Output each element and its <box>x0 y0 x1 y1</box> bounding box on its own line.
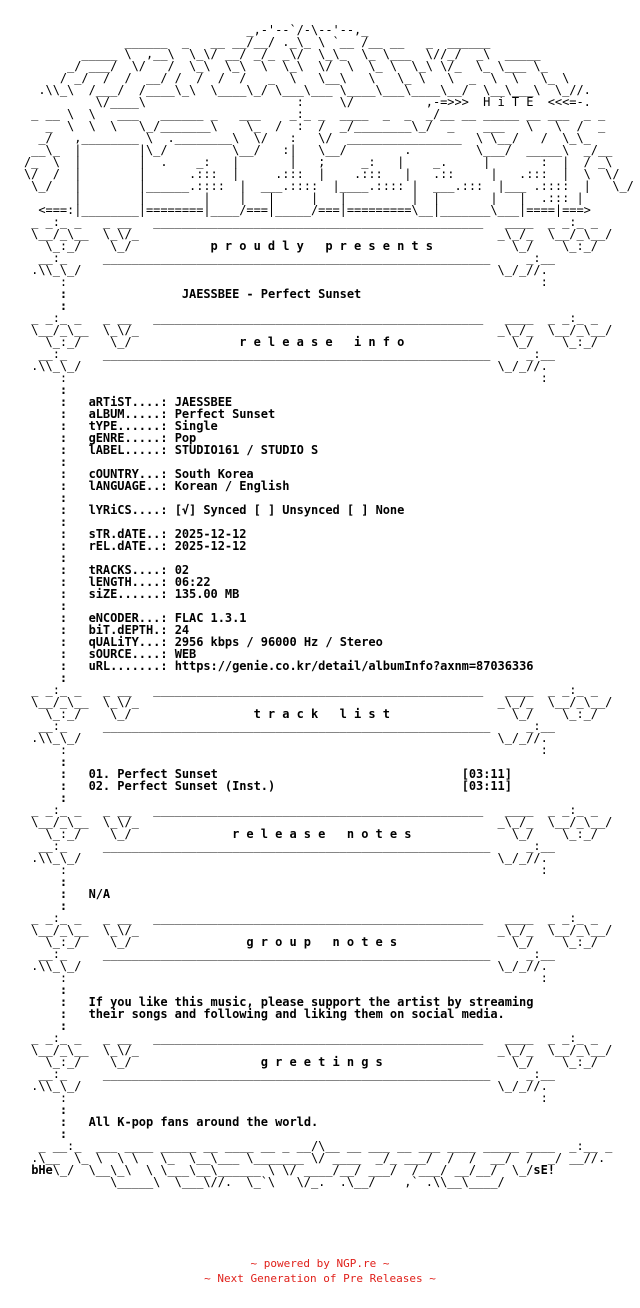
info-value: 24 <box>174 623 190 637</box>
info-key: cOUNTRY...: <box>88 467 168 481</box>
info-key: siZE......: <box>88 587 168 601</box>
section-title-presents: p r o u d l y p r e s e n t s <box>145 239 498 253</box>
group-notes-line: If you like this music, please support the artist by streaming <box>88 995 534 1009</box>
section-divider: _ _:_ _ _ __ ______________________________________________ ____ _ _:_ _ \__/_\__ \_\/_ _\_/_ \__/_\__/ \_:_/ \_/ <box>24 215 613 253</box>
info-key: eNCODER...: <box>88 611 168 625</box>
track-title: Perfect Sunset <box>117 767 218 781</box>
footer-art-bottom: \_____\ \___\//. \_`\ \/_. .\__/ ,` .\\__\____/ <box>110 1175 505 1189</box>
section-title-track-list: t r a c k l i s t <box>145 707 498 721</box>
group-notes-line: their songs and following and liking them on social media. <box>88 1007 505 1021</box>
info-value: FLAC 1.3.1 <box>174 611 247 625</box>
signature-right: sE! <box>533 1163 555 1177</box>
nfo-document: _,-'--`/-\--'--,_ ______ _ __ __/__/ ._\_ \ `__ /__ __ _ ______ _____ \ ,__\ \_\/ __/ _/_ _\/ \_\_ \_ \___ \//_/ _\ _____ _/ ___/ \/ / \_\ \_\ \ \_\ \/ \ \_ \ \_\ \/_ \_ \___ \_ / _/ / / __/ / / / / _ \ \__\ \ \_ \ \ _ \ \ \_ \ .\\_\ /___/ /____\_\ \____\_/ \___\___ \____\___\____\__/ \__\___\ \_//. \/____\ : \/ ,-=>>> H i T E <<<=-. _ __ \ \ ___ ______ _ ___ _:_ _ ____ _ _ _/__ __ _____ __ ___ _ _ _ \ \ \ \_/_______\ \_ / : / _/________\_/ _ ___ \ \ / _ _/ ,________ \ .________\ \/ : \/ ________________ \ \__/ / \_\_ __\_ | |\_/ \__/ :| \__/ . \___/ _____\ _/__ /_ \ | | . _: | | ; _: | _. | : | / _\ \/ / | | .::: | .::: | .::: | .:: | .::: | \ \/ \_/ | |______.:::: | ___.:::: |____.:::: | ___.::: |___ .:::: | \_/ | | | | | | | | | | | .::: | <===:|________|========|____/===|_____/===|=========\__|_______\___|====|===> _ _:_ _ _ __ ______________________________________________ ____ _ _:_ _ \__/_\__ \_\/_ _\_/_ \__/_\__/ \_:_/ \_/ p r o u d l y p r e s e n t s \_/ \_:_/ __:_ ______________________________________________________ _:__ .\\_\_/ \_/_//. : : : JAESSBEE - Perfect Sunset : _ _:_ _ _ __ ______________________________________________ ____ _ _:_ _ \__/_\__ \_\/_ _\_/_ \__/_\__/ \_:_/ \_/ r e l e a s e i n f o \_/ \_:_/ __:_ ______________________________________________________ _:__ .\\_\_/ \_/_//. : : : : aRTiST....: JAESSBEE : aLBUM.....: Perfect Sunset : tYPE......: Single : gENRE.....: Pop : lABEL.....: STUDIO161 / STUDIO S : : cOUNTRY...: South Korea : lANGUAGE..: Korean / English : : lYRiCS....: [√] Synced [ ] Unsynced [ ] None : : sTR.dATE..: 2025-12-12 : rEL.dATE..: 2025-12-12 : : tRACKS....: 02 : lENGTH....: 06:22 : siZE......: 135.00 MB : : eNCODER...: FLAC 1.3.1 : biT.dEPTH.: 24 : qUALiTY...: 2956 kbps / 96000 Hz / Stereo : sOURCE....: WEB : uRL.......: https://genie.co.kr/detail/albumInfo?axnm=87036336 : _ _:_ _ _ __ ______________________________________________ ____ _ _:_ _ \__/_\__ \_\/_ _\_/_ \__/_\__/ \_:_/ \_/ t r a c k l i s t \_/ \_:_/ __:_ ______________________________________________________ _:__ .\\_\_/ \_/_//. : : : : 01. Perfect Sunset [03:11] : 02. Perfect Sunset (Inst.) [03:11] : _ _:_ _ _ __ ______________________________________________ ____ _ _:_ _ \__/_\__ \_\/_ _\_/_ \__/_\__/ \_:_/ \_/ r e l e a s e n o t e s \_/ \_:_/ __:_ ______________________________________________________ _:__ .\\_\_/ \_/_//. : : : : N/A : _ _:_ _ _ __ ______________________________________________ ____ _ _:_ _ \__/_\__ \_\/_ _\_/_ \__/_\__/ \_:_/ \_/ g r o u p n o t e s \_/ \_:_/ __:_ ______________________________________________________ _:__ .\\_\_/ \_/_//. : : : : If you like this music, please support the artist by streaming : their songs and following and liking them on social media. : _ _:_ _ _ __ ______________________________________________ ____ _ _:_ _ \__/_\__ \_\/_ _\_/_ \__/_\__/ \_:_/ \_/ g r e e t i n g s \_/ \_:_/ __:_ ______________________________________________________ _:__ .\\_\_/ \_/_//. : : : : All K-pop fans around the world. : _ __:_ ___ ____ _____ __ ____ __ _ __/\__ __ ___ __ ___ ____ _____ ____ _:__ _ .\__ \_ \ \ \ \_ \__\___ \_______ \/ ____ _/_ ___/ / / __/ / _/ __//. bHe\_/ \__\_\ \ \___\__\______ \ \/ ____/__/ ___/ /___/ __/__/ \_/sE! \_____\ \___\//. \_`\ \/_. .\__/ ,` .\\__\____/ <box>24 23 634 1189</box>
info-value: 135.00 MB <box>174 587 240 601</box>
info-value: WEB <box>174 647 197 661</box>
info-value: 06:22 <box>174 575 211 589</box>
footer-art-mid: \_/ \__\_\ \ \___\__\______ \ \/ ____/__/ ___/ /___/ __/__/ \_/ <box>52 1163 534 1177</box>
info-value: Single <box>174 419 218 433</box>
section-divider-bottom: \_/ \_:_/ __:_ ______________________________________________________ _:__ .\\_\_/ \_/_//. : : <box>31 239 598 289</box>
info-key: qUALiTY...: <box>88 635 168 649</box>
info-key: rEL.dATE..: <box>88 539 168 553</box>
info-value: [√] Synced [ ] Unsynced [ ] None <box>174 503 405 517</box>
section-divider-bottom: \_/ \_:_/ __:_ ______________________________________________________ _:__ .\\_\_/ \_/_//. : : <box>31 707 598 757</box>
section-divider: _ _:_ _ _ __ ______________________________________________ ____ _ _:_ _ \__/_\__ \_\/_ _\_/_ \__/_\__/ \_:_/ \_/ <box>24 1031 613 1069</box>
info-key: gENRE.....: <box>88 431 168 445</box>
info-value: 02 <box>174 563 190 577</box>
section-title-group-notes: g r o u p n o t e s <box>145 935 498 949</box>
section-divider: _ _:_ _ _ __ ______________________________________________ ____ _ _:_ _ \__/_\__ \_\/_ _\_/_ \__/_\__/ \_:_/ \_/ <box>24 911 613 949</box>
track-number: 01. <box>88 767 111 781</box>
track-number: 02. <box>88 779 111 793</box>
footer-tagline: ~ Next Generation of Pre Releases ~ <box>204 1272 436 1285</box>
section-divider-bottom: \_/ \_:_/ __:_ ______________________________________________________ _:__ .\\_\_/ \_/_//. : : <box>31 935 598 985</box>
info-key: aRTiST....: <box>88 395 168 409</box>
info-key: tRACKS....: <box>88 563 168 577</box>
info-value: https://genie.co.kr/detail/albumInfo?axnm=87036336 <box>174 659 534 673</box>
info-value: 2025-12-12 <box>174 527 247 541</box>
info-key: aLBUM.....: <box>88 407 168 421</box>
info-key: lYRiCS....: <box>88 503 168 517</box>
section-divider: _ _:_ _ _ __ ______________________________________________ ____ _ _:_ _ \__/_\__ \_\/_ _\_/_ \__/_\__/ \_:_/ \_/ <box>24 803 613 841</box>
track-length: [03:11] <box>461 767 512 781</box>
release-notes-text: N/A <box>88 887 111 901</box>
info-key: lANGUAGE..: <box>88 479 168 493</box>
track-title: Perfect Sunset (Inst.) <box>117 779 276 793</box>
info-value: 2956 kbps / 96000 Hz / Stereo <box>174 635 383 649</box>
info-value: STUDIO161 / STUDIO S <box>174 443 319 457</box>
section-divider-bottom: \_/ \_:_/ __:_ ______________________________________________________ _:__ .\\_\_/ \_/_//. : : <box>31 1055 598 1105</box>
info-value: 2025-12-12 <box>174 539 247 553</box>
info-value: Perfect Sunset <box>174 407 276 421</box>
info-value: Korean / English <box>174 479 290 493</box>
info-value: South Korea <box>174 467 254 481</box>
section-divider: _ _:_ _ _ __ ______________________________________________ ____ _ _:_ _ \__/_\__ \_\/_ _\_/_ \__/_\__/ \_:_/ \_/ <box>24 311 613 349</box>
release-title: JAESSBEE - Perfect Sunset <box>181 287 362 301</box>
signature-left: bHe <box>31 1163 53 1177</box>
section-title-release-notes: r e l e a s e n o t e s <box>145 827 498 841</box>
info-key: lENGTH....: <box>88 575 168 589</box>
footer-art: _ __:_ ___ ____ _____ __ ____ __ _ __/\__ __ ___ __ ___ ____ _____ ____ _:__ _ .\__ \_ \ \ \ \_ \__\___ \_______ \/ ____ _/_ ___/ / / __/ / _/ __//. <box>31 1139 613 1165</box>
greetings-text: All K-pop fans around the world. <box>88 1115 319 1129</box>
info-key: biT.dEPTH.: <box>88 623 168 637</box>
track-length: [03:11] <box>461 779 512 793</box>
info-key: sTR.dATE..: <box>88 527 168 541</box>
info-value: JAESSBEE <box>174 395 233 409</box>
info-value: Pop <box>174 431 197 445</box>
section-divider-bottom: \_/ \_:_/ __:_ ______________________________________________________ _:__ .\\_\_/ \_/_//. : : <box>31 827 598 877</box>
info-key: sOURCE....: <box>88 647 168 661</box>
info-key: tYPE......: <box>88 419 168 433</box>
info-key: uRL.......: <box>88 659 168 673</box>
header-logo-art: _,-'--`/-\--'--,_ ______ _ __ __/__/ ._\_ \ `__ /__ __ _ ______ _____ \ ,__\ \_\/ __/ _/_ _\/ \_\_ \_ \___ \//_/ _\ _____ _/ ___/ \/ / \_\ \_\ \ \_\ \/ \ \_ \ \_\ \/_ \_ \___ \_ / _/ / / __/ / / / / _ \ \__\ \ \_ \ \ _ \ \ \_ \ .\\_\ /___/ /____\_\ \____\_/ \___\___ \____\___\____\__/ \__\___\ \_//. \/____\ : \/ ,-=>>> H i T E <<<=-. _ __ \ \ ___ ______ _ ___ _:_ _ ____ _ _ _/__ __ _____ __ ___ _ _ _ \ \ \ \_/_______\ \_ / : / _/________\_/ _ ___ \ \ / _ _/ ,________ \ .________\ \/ : \/ ________________ \ \__/ / \_\_ __\_ | |\_/ \__/ :| \__/ . \___/ _____\ _/__ /_ \ | | . _: | | ; _: | _. | : | / _\ \/ / | | .::: | .::: | .::: | .:: | .::: | \ \/ \_/ | |______.:::: | ___.:::: |____.:::: | ___.::: |___ .:::: | \_/ | | | | | | | | | | | .::: | <===:|________|========|____/===|_____/===|=========\__|_______\___|====|===> <box>24 23 634 217</box>
footer-powered-by: ~ powered by NGP.re ~ <box>250 1257 390 1270</box>
info-key: lABEL.....: <box>88 443 168 457</box>
section-divider: _ _:_ _ _ __ ______________________________________________ ____ _ _:_ _ \__/_\__ \_\/_ _\_/_ \__/_\__/ \_:_/ \_/ <box>24 683 613 721</box>
section-title-greetings: g r e e t i n g s <box>145 1055 498 1069</box>
section-divider-bottom: \_/ \_:_/ __:_ ______________________________________________________ _:__ .\\_\_/ \_/_//. : : <box>31 335 598 385</box>
section-title-release-info: r e l e a s e i n f o <box>145 335 498 349</box>
